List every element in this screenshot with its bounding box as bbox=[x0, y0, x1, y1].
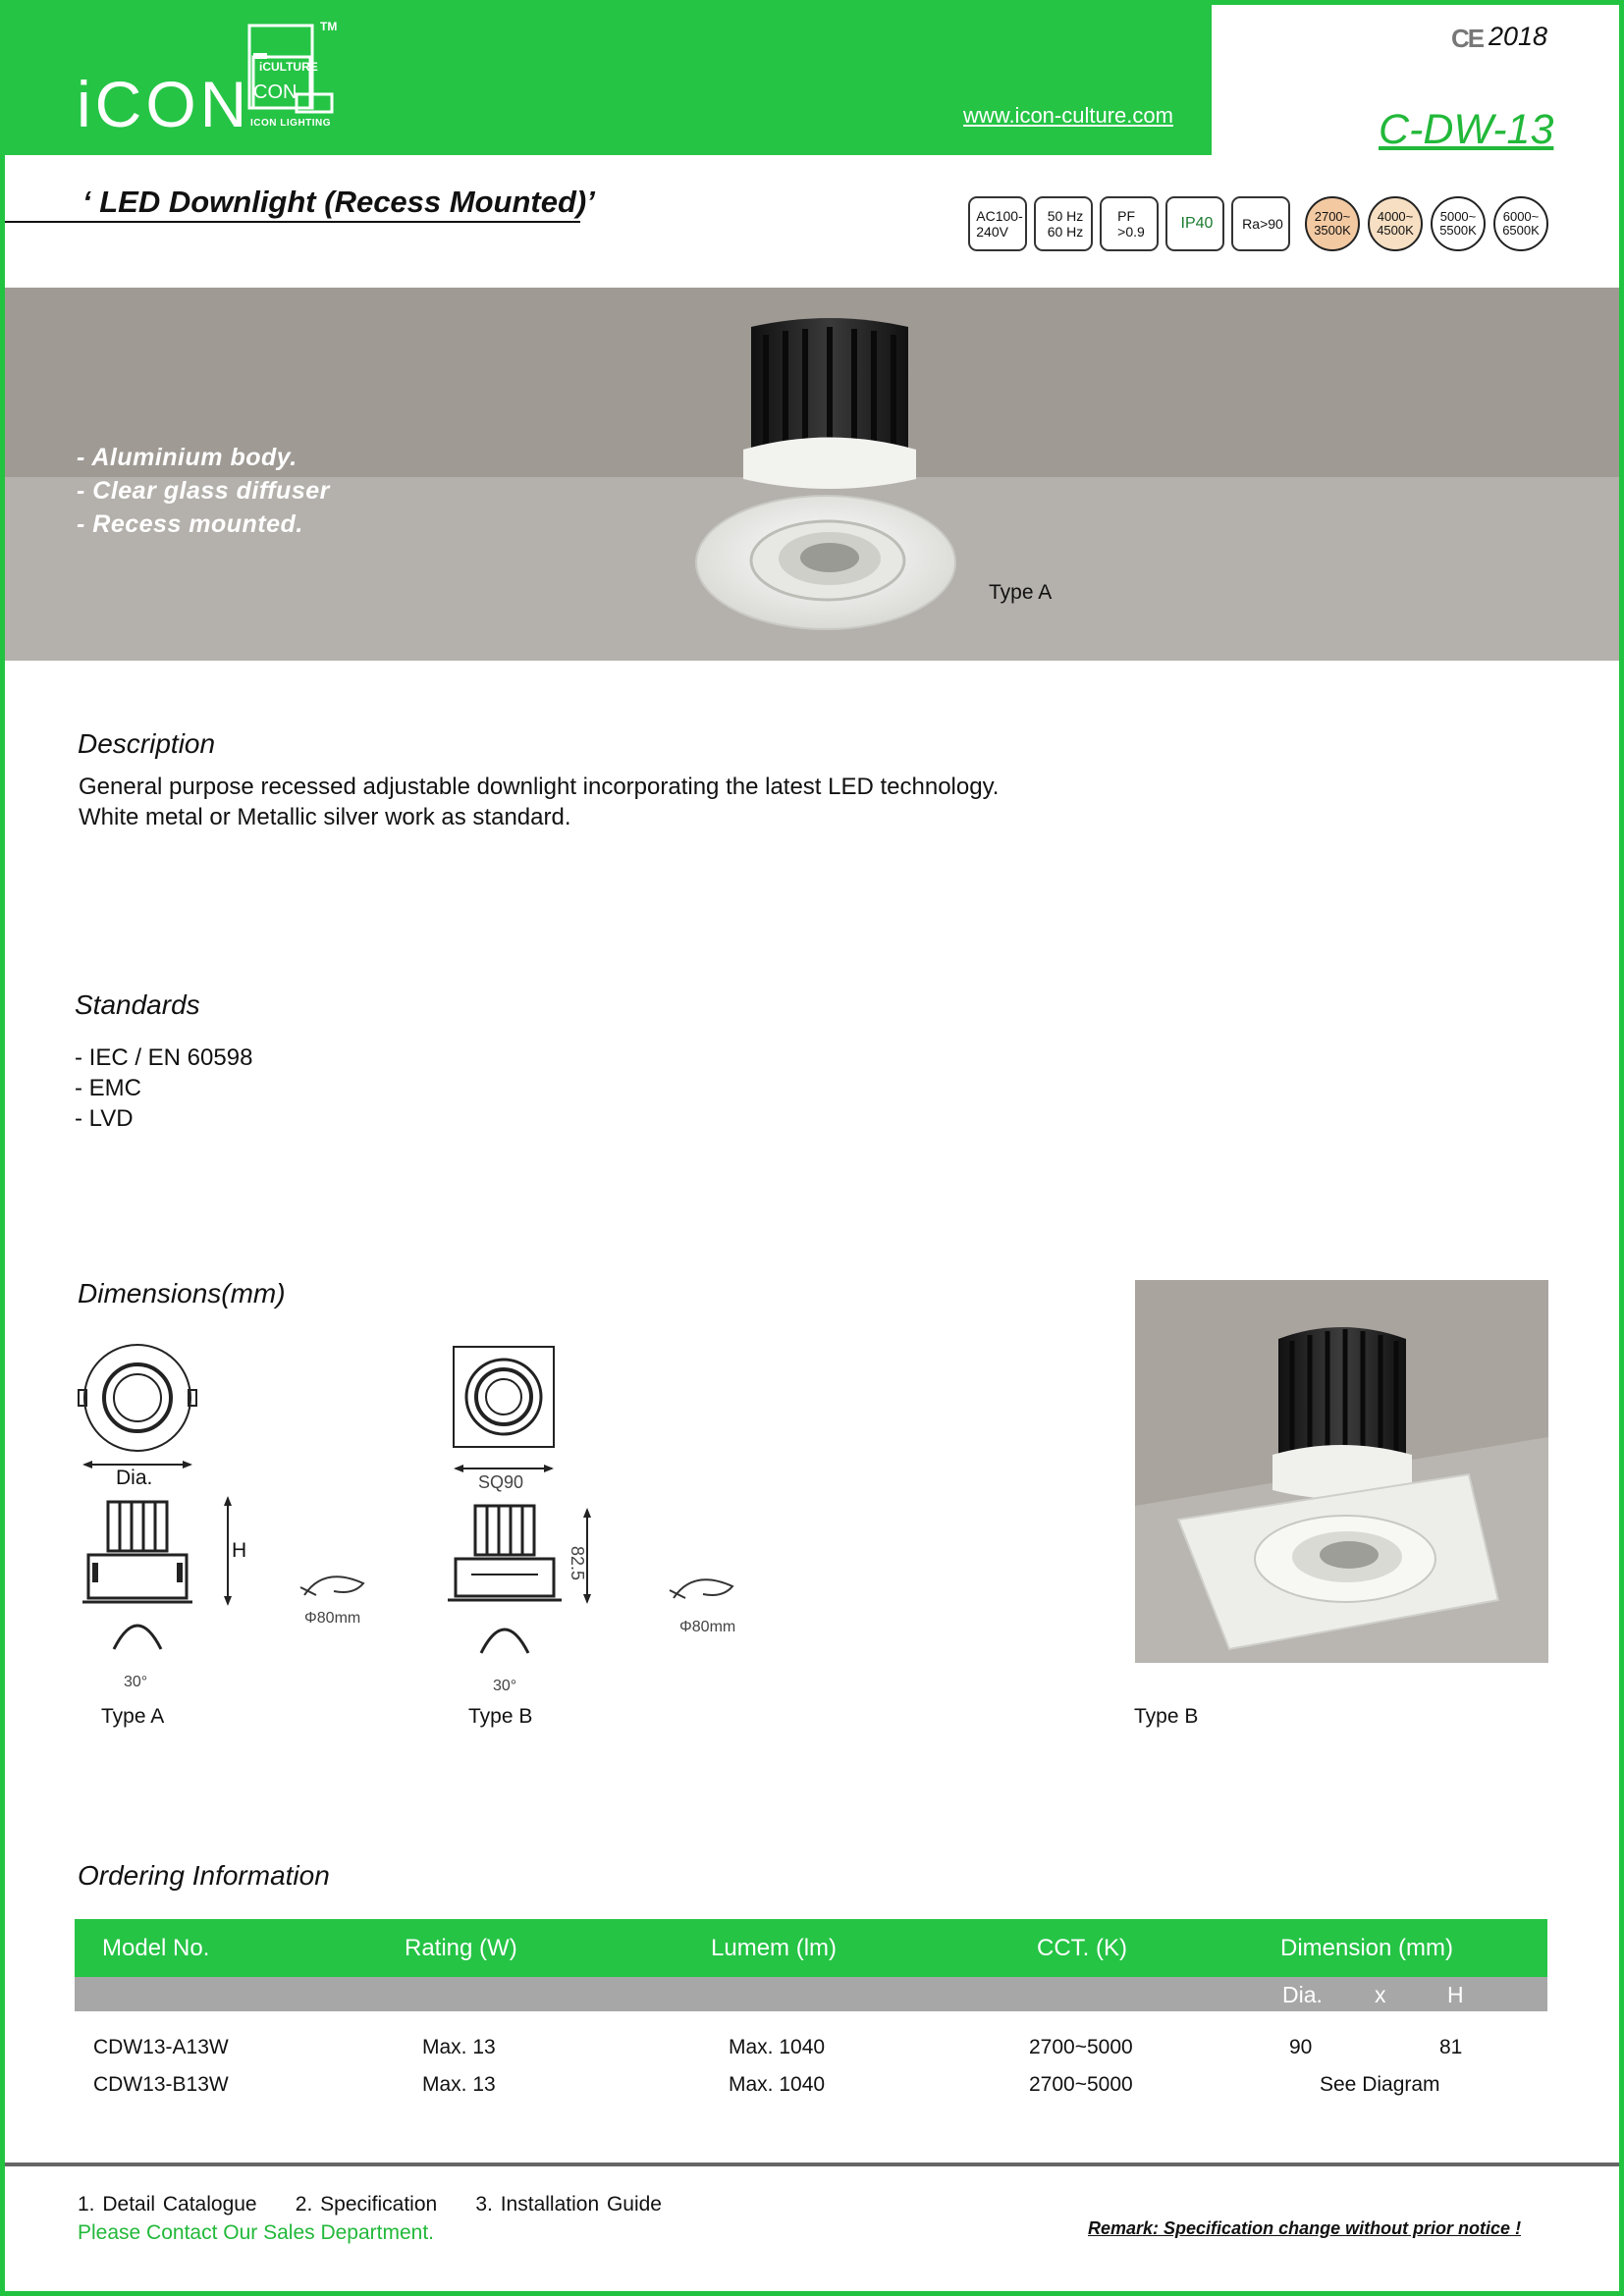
cct-badge-2700: 2700~ 3500K bbox=[1305, 196, 1360, 251]
cct-badges bbox=[1305, 196, 1548, 251]
model-cell: CDW13-B13W bbox=[93, 2073, 229, 2096]
subcolumn-header: Dia. bbox=[1282, 1982, 1323, 2007]
height-cell: 81 bbox=[1439, 2036, 1463, 2058]
height-label: H bbox=[232, 1539, 247, 1562]
subcolumn-header: H bbox=[1447, 1982, 1464, 2007]
type-a-drawing bbox=[69, 1337, 265, 1671]
column-header: Lumem (lm) bbox=[711, 1935, 838, 1961]
cct-cell: 2700~5000 bbox=[1029, 2073, 1133, 2096]
remark-note: Remark: Specification change without prior notice ! bbox=[1088, 2218, 1522, 2238]
spec-badges bbox=[968, 196, 1290, 251]
column-header: CCT. (K) bbox=[1037, 1935, 1127, 1961]
feature-item: - Clear glass diffuser bbox=[77, 477, 330, 505]
description-text bbox=[79, 772, 999, 832]
power-factor-badge: PF >0.9 bbox=[1100, 196, 1159, 251]
dimensions-heading: Dimensions(mm) bbox=[78, 1278, 286, 1308]
lumen-cell: Max. 1040 bbox=[729, 2036, 826, 2058]
model-cell: CDW13-A13W bbox=[93, 2036, 229, 2058]
column-header: Dimension (mm) bbox=[1280, 1935, 1454, 1961]
subcolumn-header: x bbox=[1375, 1982, 1386, 2007]
beam-angle-b: 30° bbox=[493, 1678, 517, 1694]
photo-caption: Type B bbox=[1134, 1705, 1199, 1728]
logo-line-1: iCULTURE bbox=[259, 60, 318, 74]
rating-cell: Max. 13 bbox=[422, 2036, 496, 2058]
ce-mark-icon: CE bbox=[1451, 24, 1484, 53]
brand-wordmark: iCON bbox=[77, 68, 251, 140]
title-underline bbox=[5, 221, 580, 223]
cutout-a-icon bbox=[295, 1566, 373, 1605]
beam-angle-a: 30° bbox=[124, 1674, 148, 1690]
feature-list bbox=[77, 441, 330, 541]
feature-item: - Recess mounted. bbox=[77, 510, 303, 538]
cutout-b-icon bbox=[664, 1569, 742, 1608]
product-title: ‘ LED Downlight (Recess Mounted)’ bbox=[82, 185, 595, 219]
logo-line-2: CON bbox=[253, 81, 298, 103]
type-a-caption: Type A bbox=[101, 1705, 165, 1728]
model-code: C-DW-13 bbox=[1379, 106, 1554, 153]
rating-cell: Max. 13 bbox=[422, 2073, 496, 2096]
type-b-photo bbox=[1135, 1280, 1548, 1663]
ordering-heading: Ordering Information bbox=[78, 1860, 330, 1891]
logo-icon bbox=[247, 24, 336, 126]
cri-badge: Ra>90 bbox=[1231, 196, 1290, 251]
feature-item: - Aluminium body. bbox=[77, 444, 298, 471]
standard-item: - LVD bbox=[75, 1105, 134, 1132]
trademark: TM bbox=[320, 20, 338, 33]
table-header bbox=[75, 1919, 1547, 1977]
website-link[interactable]: www.icon-culture.com bbox=[963, 103, 1173, 128]
lumen-cell: Max. 1040 bbox=[729, 2073, 826, 2096]
contact-note: Please Contact Our Sales Department. bbox=[78, 2221, 435, 2244]
standard-item: - IEC / EN 60598 bbox=[75, 1044, 253, 1071]
standards-list bbox=[75, 1042, 252, 1134]
description-line: White metal or Metallic silver work as standard. bbox=[79, 804, 571, 830]
cutout-a-label: Φ80mm bbox=[304, 1610, 361, 1627]
dimension-cell: See Diagram bbox=[1320, 2073, 1440, 2096]
type-b-drawing bbox=[432, 1337, 628, 1671]
dia-cell: 90 bbox=[1289, 2036, 1313, 2058]
document-links: 1. Detail Catalogue 2. Specification 3. Installation Guide bbox=[78, 2193, 662, 2216]
frequency-badge: 50 Hz 60 Hz bbox=[1034, 196, 1093, 251]
sq-label: SQ90 bbox=[478, 1472, 524, 1492]
type-b-caption: Type B bbox=[468, 1705, 533, 1728]
cct-badge-6000: 6000~ 6500K bbox=[1493, 196, 1548, 251]
description-heading: Description bbox=[78, 728, 216, 759]
logo-subtitle: ICON LIGHTING bbox=[250, 118, 332, 129]
ip-rating-badge: IP40 bbox=[1165, 196, 1224, 251]
height-value-b: 82.5 bbox=[568, 1546, 587, 1581]
description-line: General purpose recessed adjustable downlight incorporating the latest LED technology. bbox=[79, 774, 1000, 800]
column-header: Rating (W) bbox=[405, 1935, 517, 1961]
standard-item: - EMC bbox=[75, 1075, 141, 1101]
standards-heading: Standards bbox=[75, 989, 200, 1020]
table-subheader bbox=[75, 1977, 1547, 2011]
banner-caption: Type A bbox=[989, 581, 1053, 604]
footer-divider bbox=[5, 2163, 1619, 2166]
column-header: Model No. bbox=[102, 1935, 210, 1961]
voltage-badge: AC100- 240V bbox=[968, 196, 1027, 251]
cct-badge-4000: 4000~ 4500K bbox=[1368, 196, 1423, 251]
cutout-b-label: Φ80mm bbox=[679, 1619, 736, 1635]
year: 2018 bbox=[1489, 22, 1548, 51]
cct-badge-5000: 5000~ 5500K bbox=[1431, 196, 1486, 251]
cct-cell: 2700~5000 bbox=[1029, 2036, 1133, 2058]
dia-label: Dia. bbox=[116, 1467, 153, 1489]
